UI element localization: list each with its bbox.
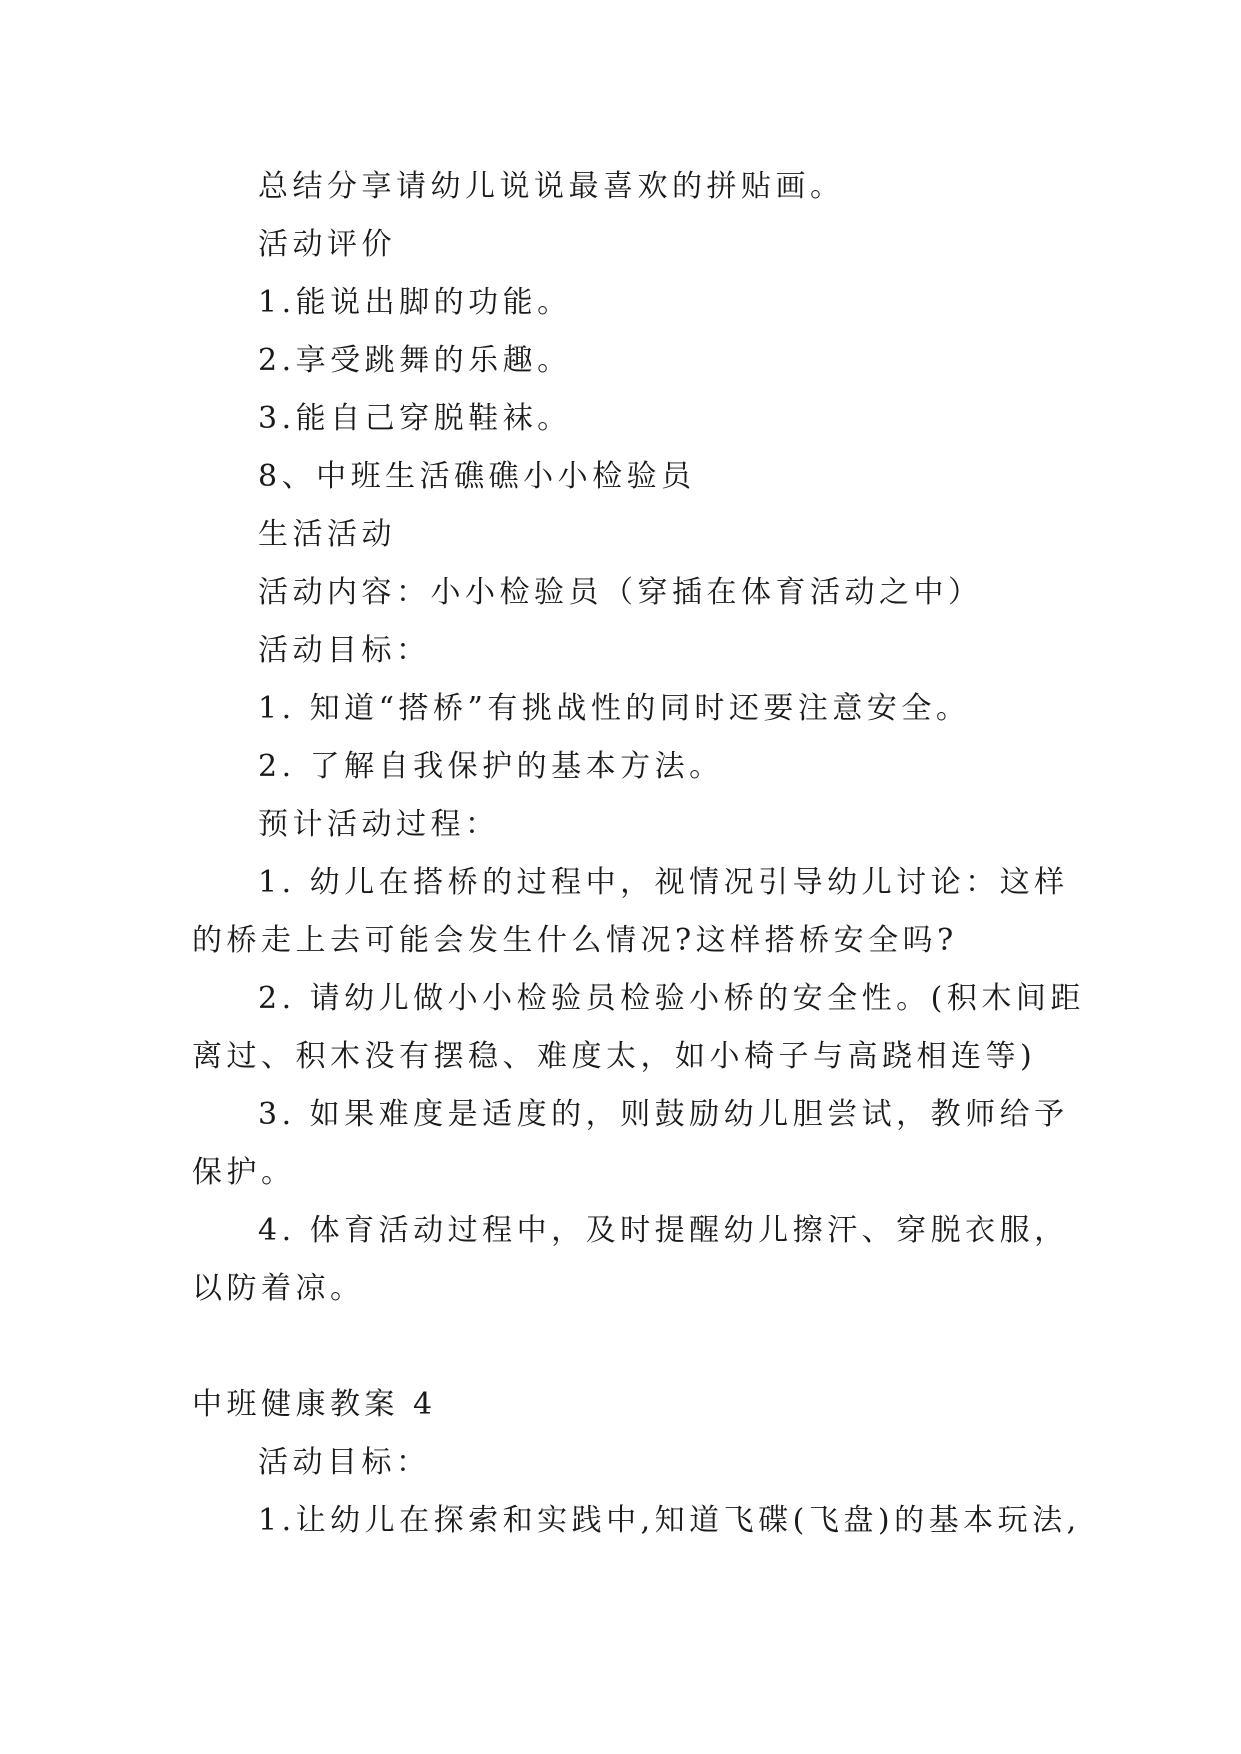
list-item: 3.能自己穿脱鞋袜。	[258, 401, 572, 436]
list-item: 3. 如果难度是适度的，则鼓励幼儿胆尝试，教师给予	[258, 1097, 1069, 1132]
list-item-continuation: 离过、积木没有摆稳、难度太，如小椅子与高跷相连等)	[192, 1039, 1037, 1074]
text-line: 活动内容：小小检验员（穿插在体育活动之中）	[258, 575, 983, 610]
section-heading: 活动目标：	[258, 633, 431, 668]
list-item: 2. 了解自我保护的基本方法。	[258, 749, 724, 784]
section-heading: 活动目标：	[258, 1445, 431, 1480]
list-item-continuation: 的桥走上去可能会发生什么情况?这样搭桥安全吗?	[192, 923, 958, 958]
list-item: 1.让幼儿在探索和实践中,知道飞碟(飞盘)的基本玩法,	[258, 1503, 1081, 1538]
list-item: 1.能说出脚的功能。	[258, 285, 572, 320]
section-heading: 活动评价	[258, 227, 396, 262]
section-heading: 8、中班生活礁礁小小检验员	[258, 459, 696, 494]
section-heading: 预计活动过程：	[258, 807, 500, 842]
list-item-continuation: 以防着凉。	[192, 1271, 365, 1306]
document-title: 中班健康教案 4	[192, 1387, 437, 1422]
list-item: 2.享受跳舞的乐趣。	[258, 343, 572, 378]
list-item: 4. 体育活动过程中，及时提醒幼儿擦汗、穿脱衣服，	[258, 1213, 1069, 1248]
list-item-continuation: 保护。	[192, 1155, 296, 1190]
list-item: 2. 请幼儿做小小检验员检验小桥的安全性。(积木间距	[258, 981, 1085, 1016]
text-line: 生活活动	[258, 517, 396, 552]
list-item: 1. 知道“搭桥”有挑战性的同时还要注意安全。	[258, 691, 971, 726]
list-item: 1. 幼儿在搭桥的过程中，视情况引导幼儿讨论：这样	[258, 865, 1069, 900]
text-line: 总结分享请幼儿说说最喜欢的拼贴画。	[258, 169, 845, 204]
